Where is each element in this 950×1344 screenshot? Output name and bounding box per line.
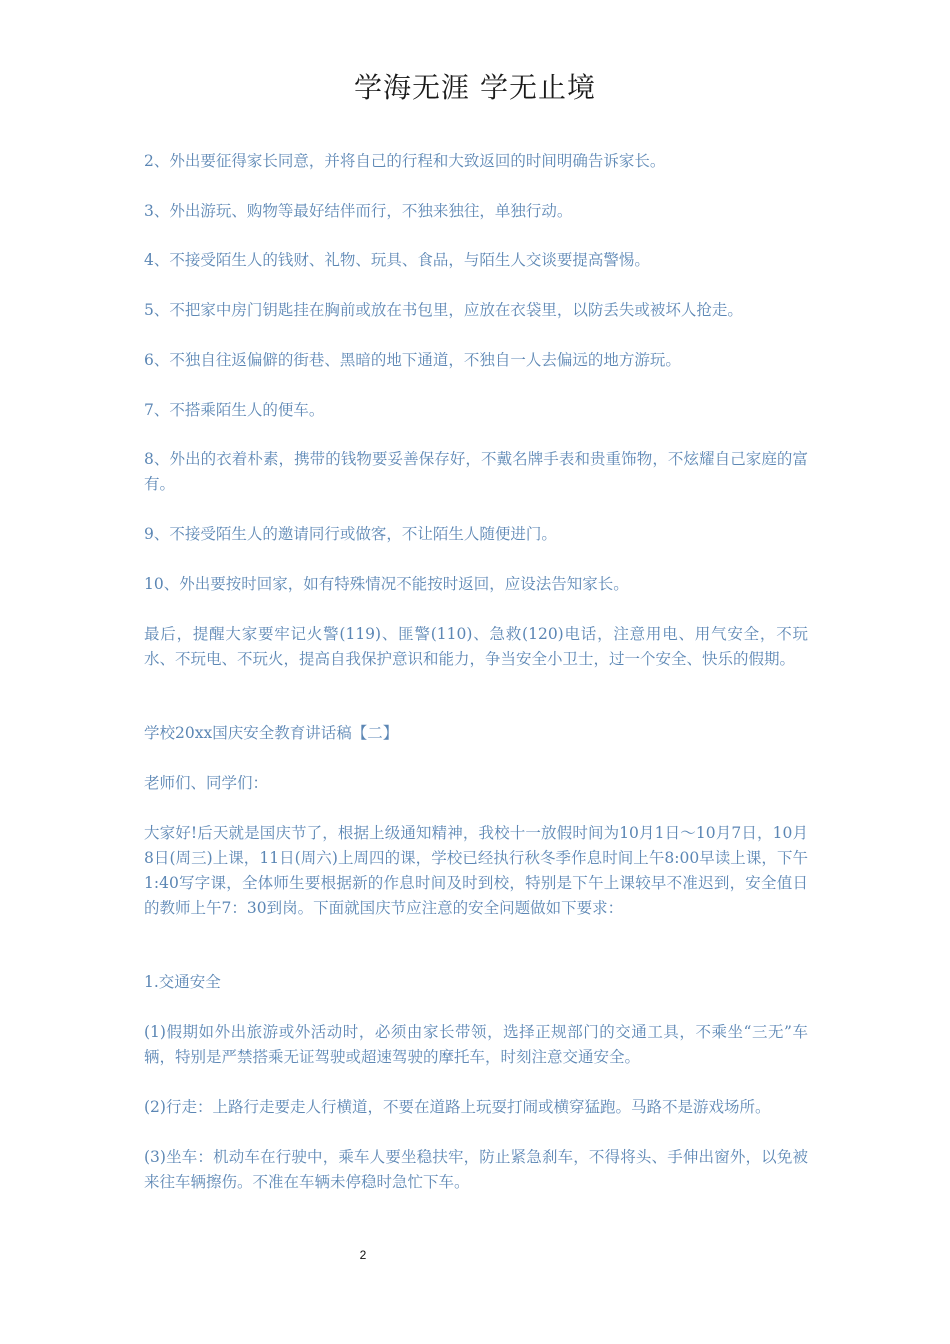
- para-item-8: 8、外出的衣着朴素，携带的钱物要妥善保存好，不戴名牌手表和贵重饰物，不炫耀自己家庭的富有。: [144, 450, 808, 493]
- para-item-7: 7、不搭乘陌生人的便车。: [144, 401, 325, 419]
- para-traffic-2: (2)行走：上路行走要走人行横道，不要在道路上玩耍打闹或横穿猛跑。马路不是游戏场所。: [144, 1098, 771, 1116]
- subheading-traffic-safety: 1.交通安全: [144, 973, 221, 991]
- para-traffic-3: (3)坐车：机动车在行驶中，乘车人要坐稳扶牢，防止紧急刹车，不得将头、手伸出窗外，以免被来往车辆擦伤。不准在车辆未停稳时急忙下车。: [144, 1148, 808, 1191]
- para-closing: 最后，提醒大家要牢记火警(119)、匪警(110)、急救(120)电话，注意用电、用气安全，不玩水、不玩电、不玩火，提高自我保护意识和能力，争当安全小卫士，过一个安全、快乐的假期。: [144, 625, 808, 668]
- para-item-2: 2、外出要征得家长同意，并将自己的行程和大致返回的时间明确告诉家长。: [144, 152, 666, 170]
- page-header: 学海无涯 学无止境: [354, 71, 596, 104]
- para-item-4: 4、不接受陌生人的钱财、礼物、玩具、食品，与陌生人交谈要提高警惕。: [144, 251, 650, 269]
- para-item-10: 10、外出要按时回家，如有特殊情况不能按时返回，应设法告知家长。: [144, 575, 629, 593]
- para-item-3: 3、外出游玩、购物等最好结伴而行，不独来独往，单独行动。: [144, 202, 573, 220]
- para-item-5: 5、不把家中房门钥匙挂在胸前或放在书包里，应放在衣袋里，以防丢失或被坏人抢走。: [144, 301, 743, 319]
- para-item-6: 6、不独自往返偏僻的街巷、黑暗的地下通道，不独自一人去偏远的地方游玩。: [144, 351, 681, 369]
- section-title: 学校20xx国庆安全教育讲话稿【二】: [144, 724, 399, 742]
- salutation: 老师们、同学们：: [144, 774, 269, 792]
- para-traffic-1: (1)假期如外出旅游或外活动时，必须由家长带领，选择正规部门的交通工具，不乘坐“三无”车辆，特别是严禁搭乘无证驾驶或超速驾驶的摩托车，时刻注意交通安全。: [144, 1023, 808, 1066]
- para-item-9: 9、不接受陌生人的邀请同行或做客，不让陌生人随便进门。: [144, 525, 557, 543]
- para-intro: 大家好!后天就是国庆节了，根据上级通知精神，我校十一放假时间为10月1日～10月7日，10月8日(周三)上课，11日(周六)上周四的课，学校已经执行秋冬季作息时间上午8:00早读上课，下午1:40写字课，全体师生要根据新的作息时间及时到校，特别是下午上课较早不准迟到，安全值日的教师上午7：30到岗。下面就国庆节应注意的安全问题做如下要求：: [144, 824, 808, 917]
- page-number: 2: [359, 1248, 367, 1262]
